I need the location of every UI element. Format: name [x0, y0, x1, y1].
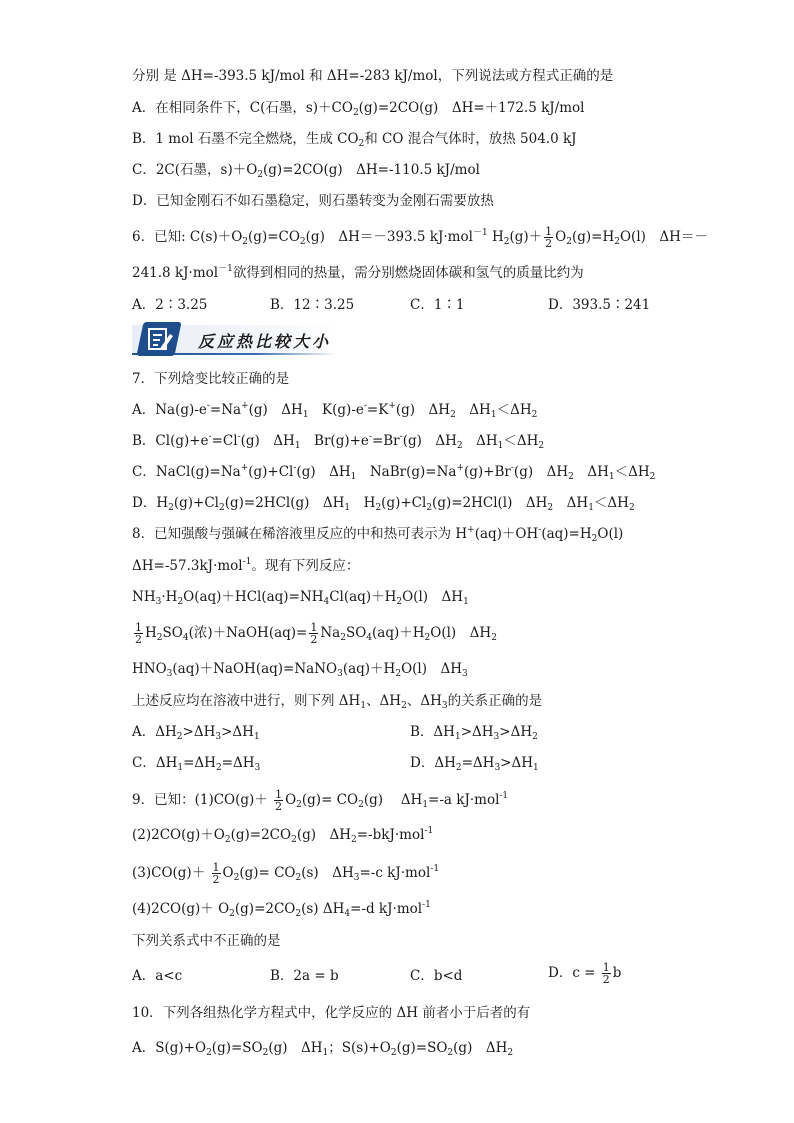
pencil-note-icon: [146, 326, 174, 352]
option-6a: A．2∶3.25: [132, 297, 208, 313]
reaction-2: $\frac{1}{2}$ $H_2SO_4$(浓)＋NaOH(aq)= $\frac{1}{2}$ $Na_2SO_4(aq)+H_2O(l)$ $\Delta H_2$: [135, 621, 497, 646]
question-7: 7．下列焓变比较正确的是: [132, 371, 290, 387]
option-7a: A．Na(g)-e-=Na+(g) $\Delta H_1$ K(g)-e-=K+(g) $\Delta H_2$ $\Delta H_1<\Delta H_2$: [132, 401, 538, 420]
option-6c: C．1∶1: [410, 297, 465, 313]
option-5a: A．在相同条件下，C(石墨，$s)+CO_2(g)=2CO(g)$ ΔH=＋172.5 kJ/mol: [132, 100, 585, 118]
line-intro: 分别 是 ΔH=-393.5 kJ/mol 和 ΔH=-283 kJ/mol，下列说法或方程式正确的是: [132, 68, 614, 84]
option-9c: C．b<d: [410, 968, 463, 984]
option-7d: D．$H_2(g)+Cl_2(g)=2HCl(g)$ $\Delta H_1$ $H_2(g)+Cl_2(g)=2HCl(l)$ $\Delta H_2$ $\Delta H_1<\Delta H_2$: [132, 495, 635, 513]
question-8-ask: 上述反应均在溶液中进行，则下列 $\Delta H_1$、$\Delta H_2$、$\Delta H_3$的关系正确的是: [132, 693, 543, 711]
reaction-3: $HNO_3(aq)+NaOH(aq)=NaNO_3(aq)+H_2O(l)$ $\Delta H_3$: [132, 661, 468, 679]
option-8c: C．$\Delta H_1=\Delta H_2=\Delta H_3$: [132, 755, 261, 773]
question-8-cont: ΔH=-57.3kJ·mol$^{-1}$。现有下列反应：: [132, 557, 360, 574]
question-6: 6．已知: $C(s)+O_2(g)=CO_2(g)$ ΔH＝－393.5 kJ·mol$^{-1}$ $H_2(g)+$ $\frac{1}{2}$ $O_2(g)=H_2O(l)$ ΔH＝－: [132, 225, 708, 250]
option-7b: B．Cl(g)+e-=Cl-(g) $\Delta H_1$ Br(g)+e-=Br-(g) $\Delta H_2$ $\Delta H_1<\Delta H_2$: [132, 432, 545, 451]
option-8b: B．$\Delta H_1>\Delta H_3>\Delta H_2$: [410, 724, 538, 742]
option-8d: D．$\Delta H_2=\Delta H_3>\Delta H_1$: [410, 755, 539, 773]
section-banner: [132, 325, 337, 354]
option-10a: A．$S(g)+O_2(g)=SO_2(g)$ $\Delta H_1$；$S(s)+O_2(g)=SO_2(g)$ $\Delta H_2$: [132, 1040, 514, 1058]
option-9b: B．2a = b: [270, 968, 339, 984]
question-6-cont: 241.8 kJ·mol$^{-1}$欲得到相同的热量，需分别燃烧固体碳和氢气的质量比约为: [132, 264, 584, 281]
option-8a: A．$\Delta H_2>\Delta H_3>\Delta H_1$: [132, 724, 260, 742]
option-6d: D．393.5∶241: [548, 297, 651, 313]
question-9: 9．已知：(1)CO(g)＋ $\frac{1}{2}$ $O_2(g)= CO_2(g)$ $\Delta H_1=-a$ kJ·mol$^{-1}$: [132, 788, 509, 813]
option-7c: C．NaCl(g)=Na+(g)+Cl-(g) $\Delta H_1$ NaBr(g)=Na+(g)+Br-(g) $\Delta H_2$ $\Delta H_1<\Delta H_2$: [132, 463, 656, 482]
option-6b: B．12∶3.25: [270, 297, 355, 313]
reaction-1: $NH_3\cdot H_2O(aq)+HCl(aq)=NH_4Cl(aq)+H_2O(l)$ $\Delta H_1$: [132, 589, 469, 607]
option-5d: D．已知金刚石不如石墨稳定，则石墨转变为金刚石需要放热: [132, 193, 494, 209]
option-5b: B．1 mol 石墨不完全燃烧，生成 $CO_2$和 CO 混合气体时，放热 504.0 kJ: [132, 131, 577, 149]
question-10: 10．下列各组热化学方程式中，化学反应的 ΔH 前者小于后者的有: [132, 1005, 531, 1021]
equation-2: $(2)2CO(g)+O_2(g)=2CO_2(g)$ $\Delta H_2=-bkJ\cdot mol^{-1}$: [132, 826, 434, 845]
option-9d: D．c = $\frac{1}{2}$ b: [548, 961, 622, 986]
section-title: 反应热比较大小: [198, 332, 332, 351]
option-9a: A．a<c: [132, 968, 183, 984]
question-8: 8．已知强酸与强碱在稀溶液里反应的中和热可表示为 $H^+(aq)+OH^-(aq)=H_2O(l)$: [132, 525, 624, 544]
question-9-ask: 下列关系式中不正确的是: [132, 933, 281, 949]
equation-3: (3)CO(g)＋ $\frac{1}{2}$ $O_2(g)= CO_2(s)$ $\Delta H_3=-c$ kJ·mol$^{-1}$: [132, 861, 440, 886]
equation-4: $(4)2CO(g)+ O_2(g)=2CO_2(s)$ $\Delta H_4=-d$ kJ·mol$^{-1}$: [132, 900, 431, 919]
option-5c: C．2C(石墨，$s)+O_2(g)=2CO(g)$ ΔH=-110.5 kJ/mol: [132, 162, 480, 180]
